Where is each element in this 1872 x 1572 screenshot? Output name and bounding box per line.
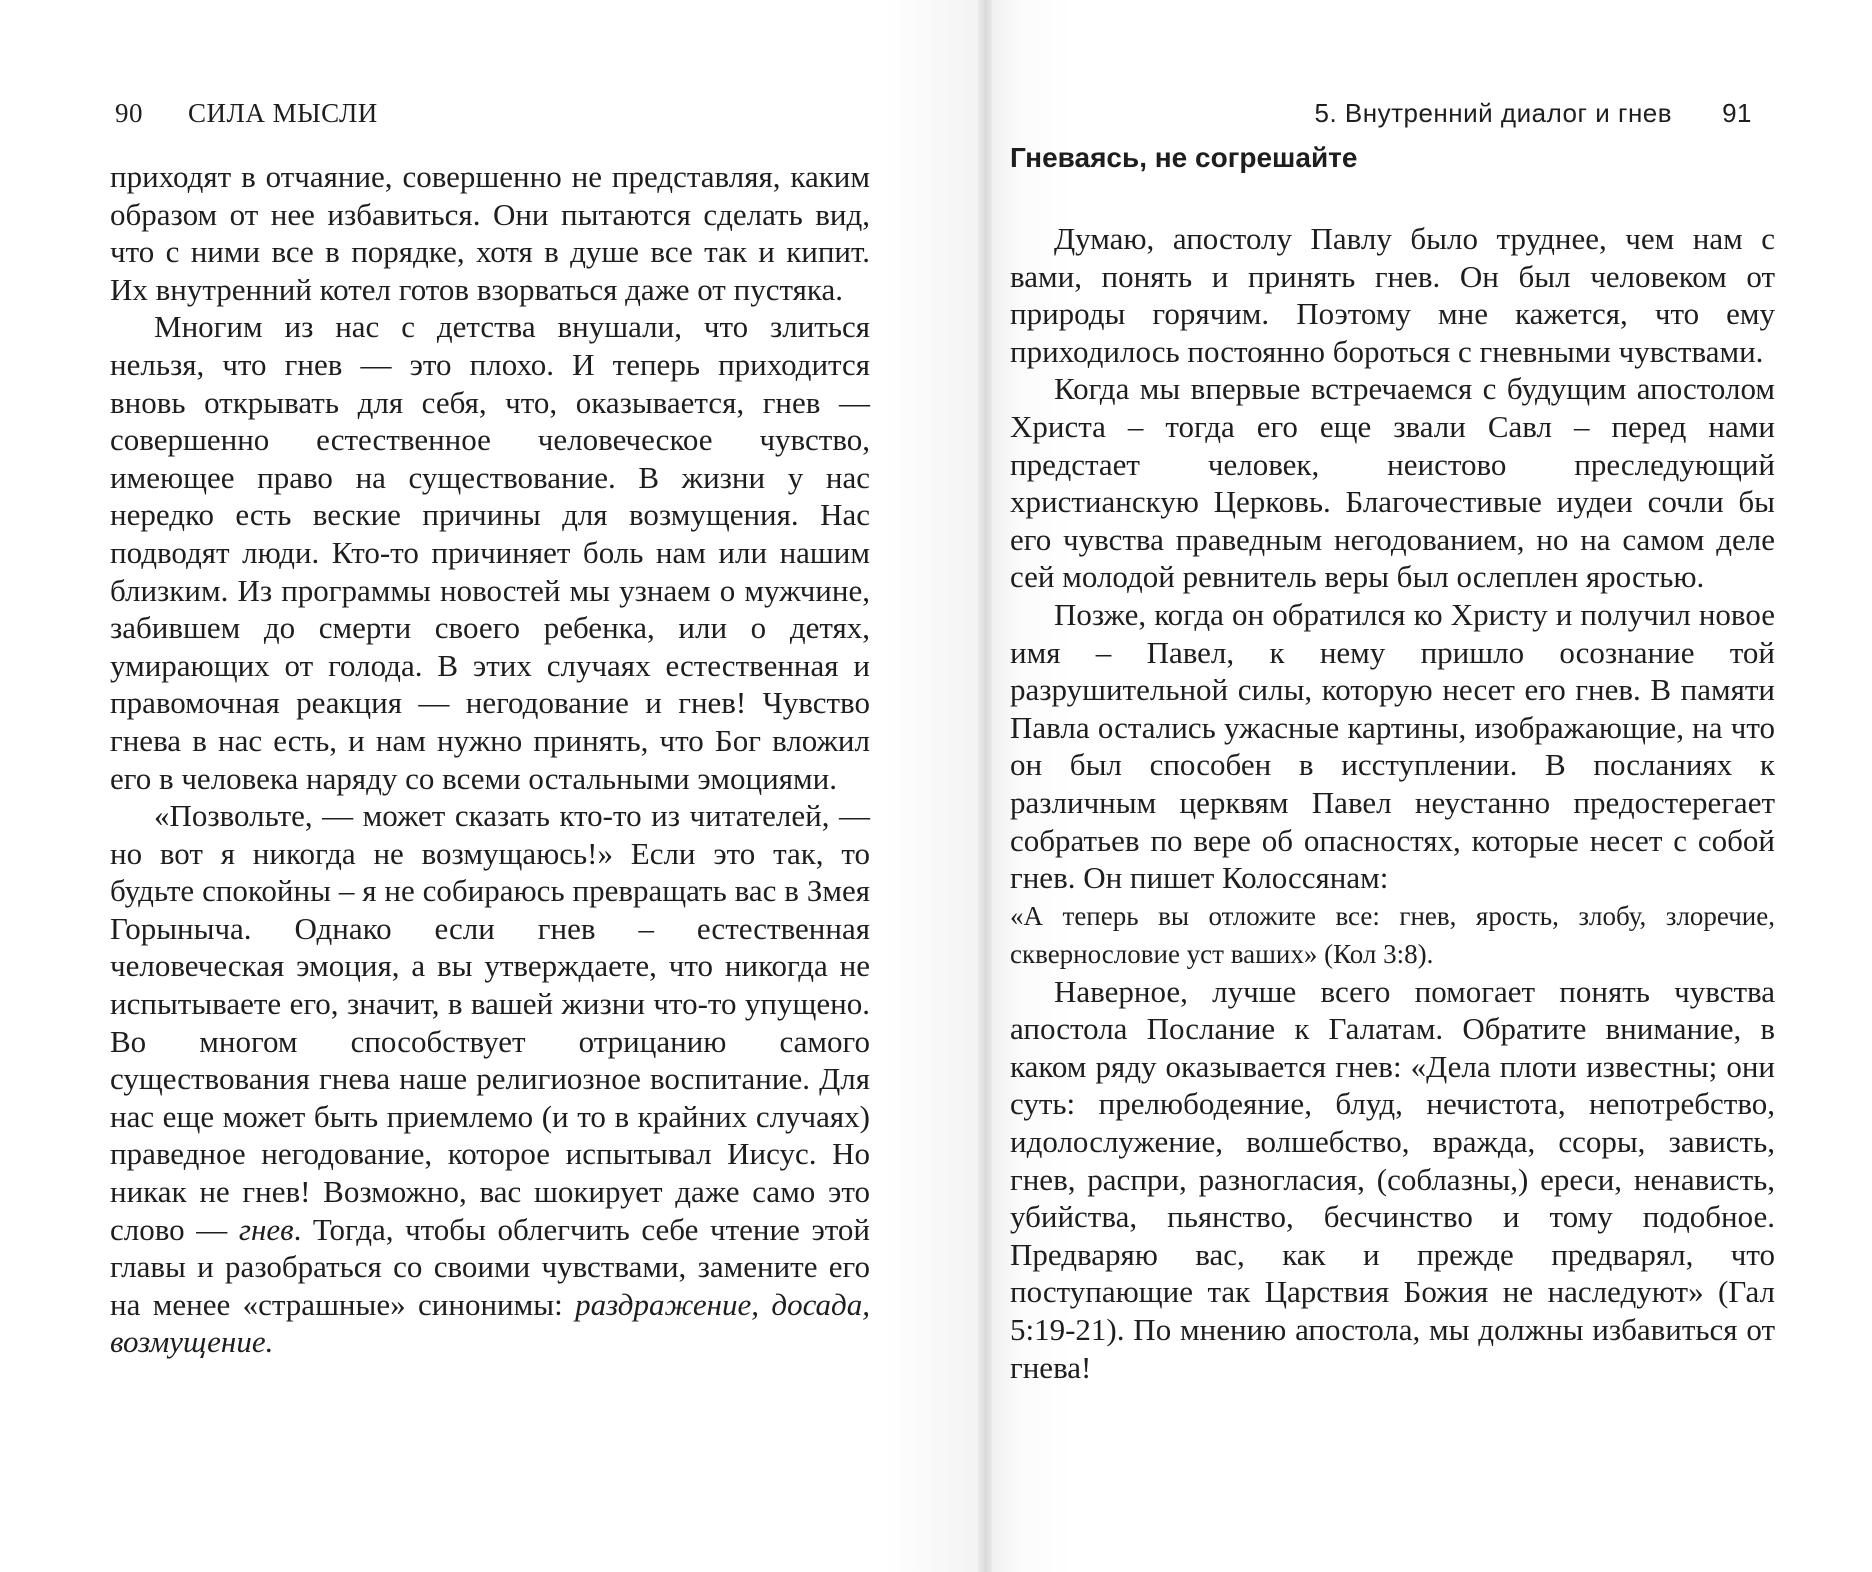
section-title: Гневаясь, не согрешайте [1010, 142, 1358, 173]
left-paragraph-3-part-b: . Тогда, чтобы облегчить себе чтение этой главы и разобраться со своими чувствами, замените его на менее «страшные» синонимы: [110, 1211, 870, 1322]
bible-quote: «А теперь вы отложите все: гнев, ярость, злобу, злоречие, сквернословие уст ваших» (Кол 3:8). [1010, 900, 1775, 969]
book-gutter-shadow [978, 0, 992, 1572]
right-text-column [1010, 142, 1775, 1386]
left-running-head [115, 98, 378, 129]
left-paragraph-3-emphasis-1: гнев [238, 1211, 294, 1247]
right-paragraph-2: Когда мы впервые встречаемся с будущим апостолом Христа – тогда его еще звали Савл – перед нами предстает человек, неистово преследующий христианскую Церковь. Благочестивые иудеи сочли бы его чувства праведным негодованием, но на самом деле сей молодой ревнитель веры был ослеплен яростью. [1010, 371, 1775, 595]
left-page-number: 90 [115, 98, 143, 128]
right-chapter-title: 5. Внутренний диалог и гнев [1314, 98, 1673, 128]
right-page [985, 0, 1872, 1572]
left-paragraph-3-emphasis-2: раздражение, досада, возмущение. [110, 1286, 870, 1360]
right-page-number: 91 [1722, 98, 1752, 128]
left-book-title: СИЛА МЫСЛИ [188, 98, 378, 128]
left-paragraph-3-part-a: «Позвольте, — может сказать кто-то из читателей, — но вот я никогда не возмущаюсь!» Если это так, то будьте спокойны – я не собираюсь превращать вас в Змея Горыныча. Однако если гнев – естественная человеческая эмоция, а вы утверждаете, что никогда не испытываете его, значит, в вашей жизни что-то упущено. Во многом способствует отрицанию самого существования гнева наше религиозное воспитание. Для нас еще может быть приемлемо (и то в крайних случаях) праведное негодование, которое испытывал Иисус. Но никак не гнев! Возможно, вас шокирует даже само это слово — [110, 798, 870, 1247]
left-paragraph-2: Многим из нас с детства внушали, что злиться нельзя, что гнев — это плохо. И теперь приходится вновь открывать для себя, что, оказывается, гнев — совершенно естественное человеческое чувство, имеющее право на существование. В жизни у нас нередко есть веские причины для возмущения. Нас подводят люди. Кто-то причиняет боль нам или нашим близким. Из программы новостей мы узнаем о мужчине, забившем до смерти своего ребенка, или о детях, умирающих от голода. В этих случаях естественная и правомочная реакция — негодование и гнев! Чувство гнева в нас есть, и нам нужно принять, что Бог вложил его в человека наряду со всеми остальными эмоциями. [110, 309, 870, 796]
left-text-column [110, 158, 870, 1361]
left-paragraph-1: приходят в отчаяние, совершенно не представляя, каким образом от нее избавиться. Они пытаются сделать вид, что с ними все в порядке, хотя в душе все так и кипит. Их внутренний котел готов взорваться даже от пустяка. [110, 159, 870, 307]
right-paragraph-3: Позже, когда он обратился ко Христу и получил новое имя – Павел, к нему пришло осознание той разрушительной силы, которую несет его гнев. В памяти Павла остались ужасные картины, изображающие, на что он был способен в исступлении. В посланиях к различным церквям Павел неустанно предостерегает собратьев по вере об опасностях, которые несет с собой гнев. Он пишет Колоссянам: [1010, 596, 1775, 896]
right-paragraph-4: Наверное, лучше всего помогает понять чувства апостола Послание к Галатам. Обратите внимание, в каком ряду оказывается гнев: «Дела плоти известны; они суть: прелюбодеяние, блуд, нечистота, непотребство, идолослужение, волшебство, вражда, ссоры, зависть, гнев, распри, разногласия, (соблазны,) ереси, ненависть, убийства, пьянство, бесчинство и тому подобное. Предваряю вас, как и прежде предварял, что поступающие так Царствия Божия не наследуют» (Гал 5:19-21). По мнению апостола, мы должны избавиться от гнева! [1010, 973, 1775, 1385]
right-running-head [1315, 98, 1753, 129]
left-paragraph-3 [110, 797, 870, 1361]
right-paragraph-1: Думаю, апостолу Павлу было труднее, чем нам с вами, понять и принять гнев. Он был человеком от природы горячим. Поэтому мне кажется, что ему приходилось постоянно бороться с гневными чувствами. [1010, 221, 1775, 369]
